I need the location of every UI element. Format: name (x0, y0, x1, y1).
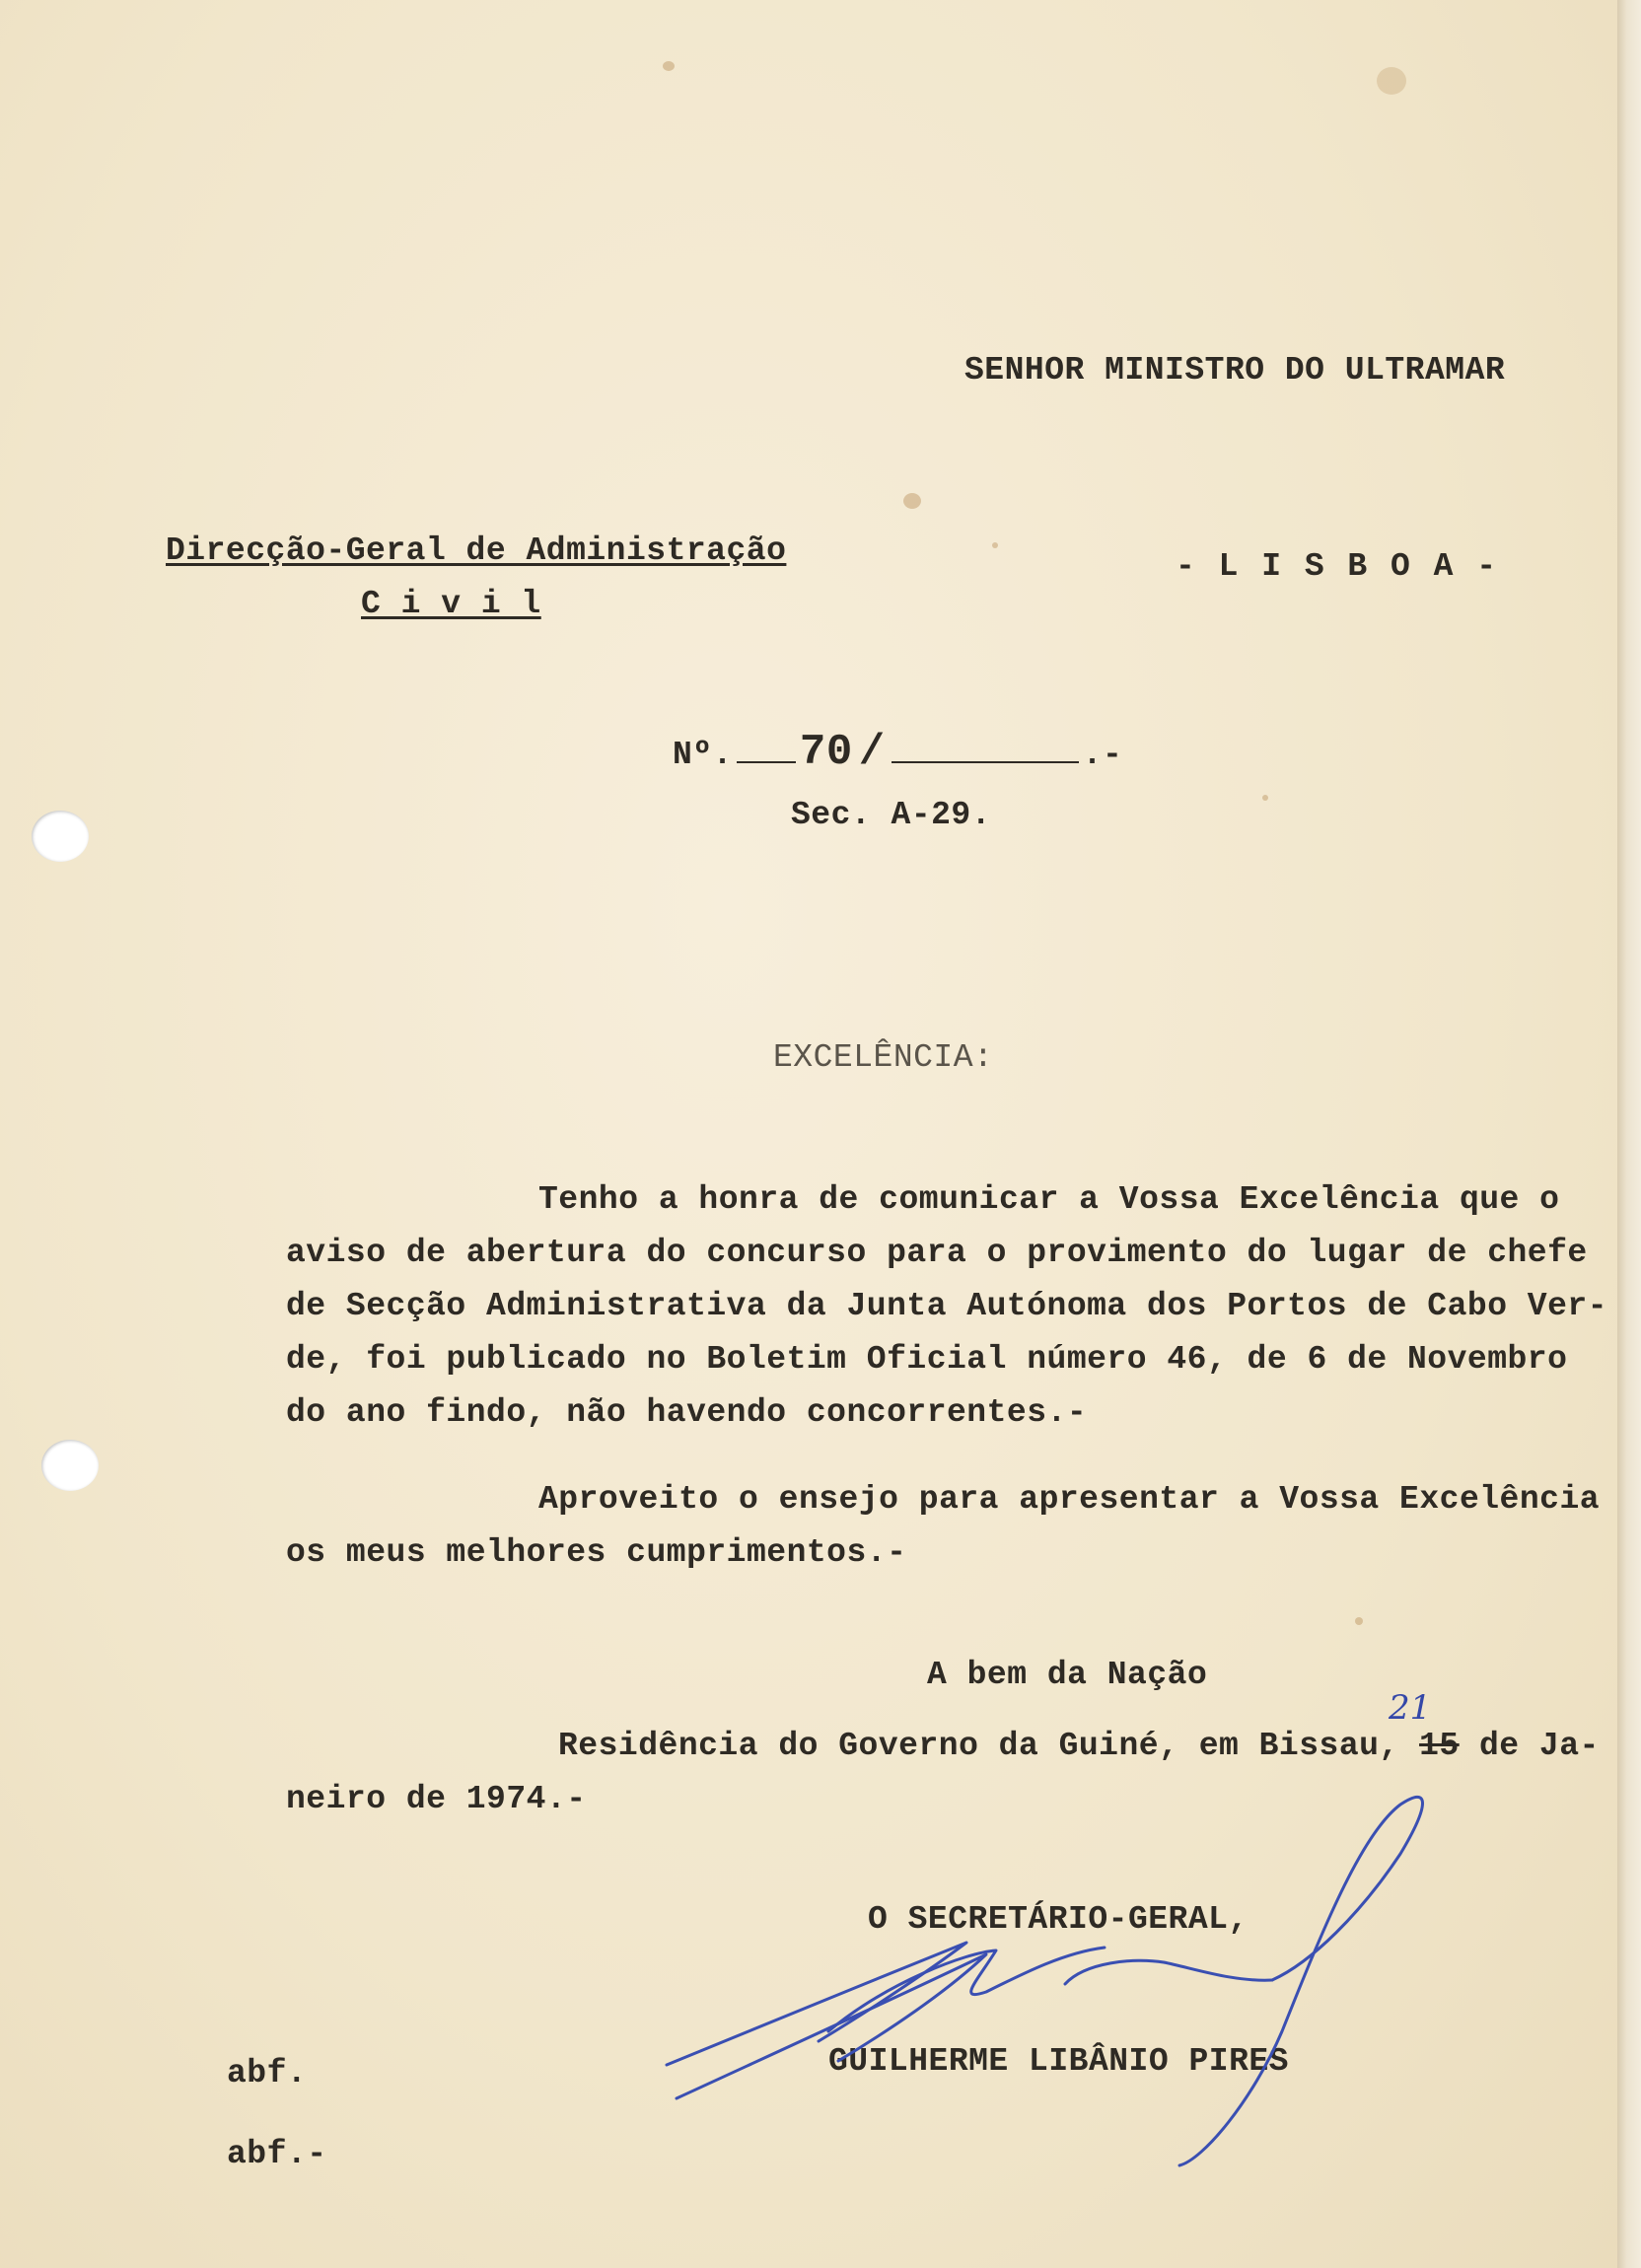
department-line-2: C i v i l (361, 586, 541, 622)
date-line-1 (558, 1728, 1600, 1764)
reference-number: 70 (799, 728, 853, 777)
body-line: Aproveito o ensejo para apresentar a Vossa Excelência (538, 1481, 1601, 1518)
stain (1262, 795, 1268, 801)
closing: A bem da Nação (927, 1657, 1208, 1693)
body-line: de, foi publicado no Boletim Oficial número 46, de 6 de Novembro (286, 1341, 1568, 1378)
city: - L I S B O A - (1176, 548, 1499, 585)
handwritten-day: 21 (1389, 1688, 1432, 1728)
stain (1355, 1617, 1363, 1625)
paper-edge (1617, 0, 1641, 2268)
stain (1377, 67, 1406, 95)
signature-title: O SECRETÁRIO-GERAL, (868, 1901, 1249, 1938)
department-line-1: Direcção-Geral de Administração (166, 532, 787, 569)
stain (663, 61, 675, 71)
struck-day: 15 (1419, 1728, 1460, 1764)
punch-hole-top (32, 811, 89, 862)
stain (903, 493, 921, 509)
reference-trail: .- (1082, 737, 1123, 773)
reference-label: Nº. (673, 737, 733, 773)
body-line: aviso de abertura do concurso para o provimento do lugar de chefe (286, 1235, 1588, 1271)
date-suffix: de Ja- (1478, 1728, 1600, 1764)
typist-initials: abf. (227, 2055, 308, 2091)
body-line: Tenho a honra de comunicar a Vossa Excelência que o (538, 1181, 1560, 1218)
reference-number-line (673, 728, 1122, 777)
punch-hole-bottom (41, 1440, 99, 1491)
signature-name: GUILHERME LIBÂNIO PIRES (828, 2043, 1289, 2080)
date-line-2: neiro de 1974.- (286, 1781, 587, 1817)
stain (992, 542, 998, 548)
salutation: EXCELÊNCIA: (773, 1039, 994, 1076)
date-prefix: Residência do Governo da Guiné, em Bissau, (558, 1728, 1399, 1764)
body-line: do ano findo, não havendo concorrentes.- (286, 1394, 1088, 1431)
addressee: SENHOR MINISTRO DO ULTRAMAR (964, 352, 1506, 389)
section-code: Sec. A-29. (791, 797, 992, 833)
body-line: de Secção Administrativa da Junta Autónoma dos Portos de Cabo Ver- (286, 1288, 1608, 1324)
reference-separator: / (858, 728, 886, 777)
typist-initials: abf.- (227, 2136, 327, 2172)
body-line: os meus melhores cumprimentos.- (286, 1534, 907, 1571)
